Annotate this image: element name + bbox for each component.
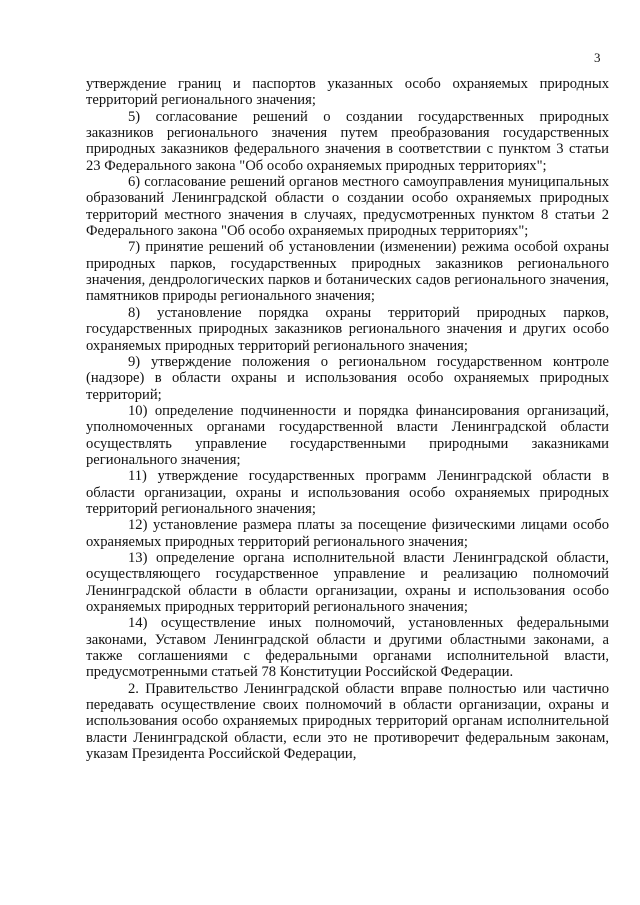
paragraph-item-14: 14) осуществление иных полномочий, установленных федеральными законами, Уставом Ленинградской области и другими областными законами, а также соглашениями с федеральными органами исполнительной власти, предусмотренными статьей 78 Конституции Российской Федерации. — [86, 615, 609, 681]
paragraph-item-13: 13) определение органа исполнительной власти Ленинградской области, осуществляющего государственное управление и реализацию полномочий Ленинградской области в области организации, охраны и использования особо охраняемых природных территорий регионального значения; — [86, 549, 609, 615]
paragraph-item-12: 12) установление размера платы за посещение физическими лицами особо охраняемых природных территорий регионального значения; — [86, 517, 609, 550]
paragraph-section-2: 2. Правительство Ленинградской области вправе полностью или частично передавать осуществление своих полномочий в области организации, охраны и использования особо охраняемых природных территорий органам исполнительной власти Ленинградской области, если это не противоречит федеральным законам, указам Президента Российской Федерации, — [86, 680, 609, 763]
paragraph-item-11: 11) утверждение государственных программ Ленинградской области в области организации, охраны и использования особо охраняемых природных территорий регионального значения; — [86, 468, 609, 517]
paragraph-item-10: 10) определение подчиненности и порядка финансирования организаций, уполномоченных органами государственной власти Ленинградской области осуществлять управление государственными природными заказниками регионального значения; — [86, 402, 609, 468]
paragraph-continuation: утверждение границ и паспортов указанных особо охраняемых природных территорий регионального значения; — [86, 76, 609, 109]
paragraph-item-5: 5) согласование решений о создании государственных природных заказников регионального значения путем преобразования государственных природных заказников федерального значения в соответствии с пунктом 3 статьи 23 Федерального закона "Об особо охраняемых природных территориях"; — [86, 108, 609, 174]
paragraph-item-7: 7) принятие решений об установлении (изменении) режима особой охраны природных парков, государственных природных заказников регионального значения, дендрологических парков и ботанических садов регионального значения, памятников природы регионального значения; — [86, 239, 609, 305]
document-body — [86, 76, 609, 762]
paragraph-item-9: 9) утверждение положения о региональном государственном контроле (надзоре) в области охраны и использования особо охраняемых природных территорий; — [86, 353, 609, 403]
paragraph-item-6: 6) согласование решений органов местного самоуправления муниципальных образований Ленинградской области о создании особо охраняемых природных территорий местного значения в случаях, предусмотренных пунктом 8 статьи 2 Федерального закона "Об особо охраняемых природных территориях"; — [86, 174, 609, 240]
paragraph-item-8: 8) установление порядка охраны территорий природных парков, государственных природных заказников регионального значения и других особо охраняемых природных территорий регионального значения; — [86, 304, 609, 354]
page-number: 3 — [594, 50, 601, 65]
